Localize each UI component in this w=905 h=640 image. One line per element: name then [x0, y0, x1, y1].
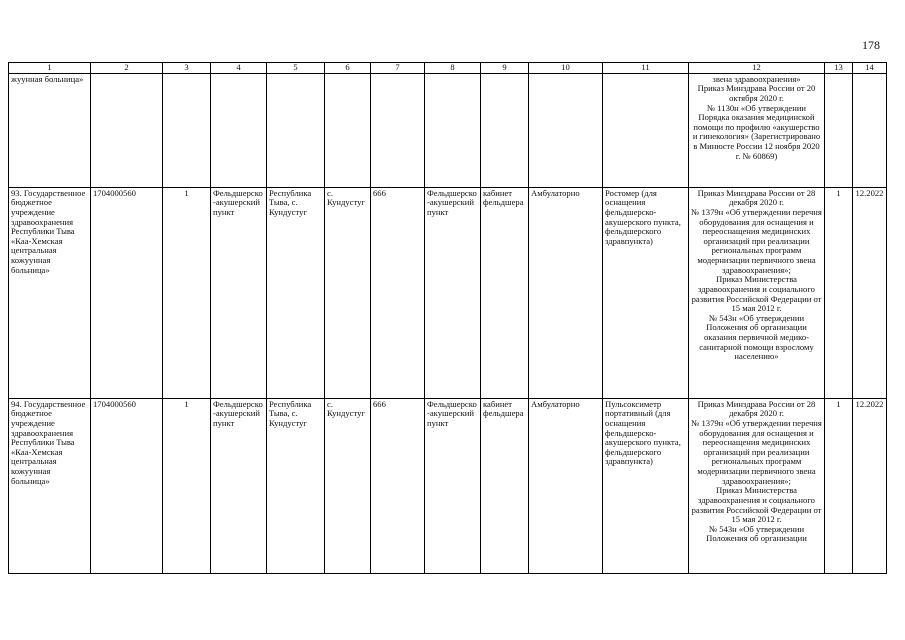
address-cell [267, 73, 325, 187]
code-cell [91, 73, 163, 187]
count-cell: 1 [163, 398, 211, 573]
organization-cell: жуунная больница» [9, 73, 91, 187]
organization-cell: 94. Государственное бюджетное учреждение здравоохранения Республики Тыва «Каа-Хемская центральная кожуунная больница» [9, 398, 91, 573]
room-cell: кабинет фельдшера [481, 398, 529, 573]
column-header: 6 [325, 63, 371, 74]
count-cell: 1 [163, 187, 211, 398]
locality-cell [325, 73, 371, 187]
column-header: 13 [825, 63, 853, 74]
equipment-cell: Пульсоксиметр портативный (для оснащения фельдшерско-акушерского пункта, фельдшерского здравпункта) [603, 398, 689, 573]
column-header: 9 [481, 63, 529, 74]
column-header: 8 [425, 63, 481, 74]
regulation-cell: Приказ Минздрава России от 28 декабря 2020 г. № 1379н «Об утверждении перечня оборудования для оснащения и переоснащения медицинских организаций при реализации региональных программ модернизации первичного звена здравоохранения»; Приказ Министерства здравоохранения и социального развития Российской Федерации от 15 мая 2012 г. № 543н «Об утверждении Положения об организации [689, 398, 825, 573]
column-header: 12 [689, 63, 825, 74]
room-cell: кабинет фельдшера [481, 187, 529, 398]
equipment-cell: Ростомер (для оснащения фельдшерско-акушерского пункта, фельдшерского здравпункта) [603, 187, 689, 398]
unit-type-cell: Фельдшерско-акушерский пункт [211, 187, 267, 398]
code-666-cell: 666 [371, 398, 425, 573]
column-header: 10 [529, 63, 603, 74]
address-cell: Республика Тыва, с. Кундустуг [267, 187, 325, 398]
date-cell: 12.2022 [853, 398, 887, 573]
unit-type-cell: Фельдшерско-акушерский пункт [211, 398, 267, 573]
division-cell: Фельдшерско-акушерский пункт [425, 187, 481, 398]
regulation-cell: Приказ Минздрава России от 28 декабря 2020 г. № 1379н «Об утверждении перечня оборудования для оснащения и переоснащения медицинских организаций при реализации региональных программ модернизации первичного звена здравоохранения»; Приказ Министерства здравоохранения и социального развития Российской Федерации от 15 мая 2012 г. № 543н «Об утверждении Положения об организации оказания первичной медико-санитарной помощи взрослому населению» [689, 187, 825, 398]
column-header: 1 [9, 63, 91, 74]
division-cell: Фельдшерско-акушерский пункт [425, 398, 481, 573]
locality-cell: с. Кундустуг [325, 398, 371, 573]
care-type-cell: Амбулаторно [529, 398, 603, 573]
code-cell: 1704000560 [91, 398, 163, 573]
count-cell [163, 73, 211, 187]
division-cell [425, 73, 481, 187]
care-type-cell [529, 73, 603, 187]
column-header: 11 [603, 63, 689, 74]
care-type-cell: Амбулаторно [529, 187, 603, 398]
equipment-table [8, 62, 887, 574]
unit-type-cell [211, 73, 267, 187]
address-cell: Республика Тыва, с. Кундустуг [267, 398, 325, 573]
column-header: 3 [163, 63, 211, 74]
quantity-cell: 1 [825, 187, 853, 398]
table-row [9, 187, 887, 398]
locality-cell: с. Кундустуг [325, 187, 371, 398]
equipment-cell [603, 73, 689, 187]
column-header: 7 [371, 63, 425, 74]
code-666-cell: 666 [371, 187, 425, 398]
quantity-cell [825, 73, 853, 187]
column-number-row [9, 63, 887, 74]
code-666-cell [371, 73, 425, 187]
column-header: 2 [91, 63, 163, 74]
room-cell [481, 73, 529, 187]
regulation-cell: звена здравоохранения» Приказ Минздрава России от 20 октября 2020 г. № 1130н «Об утверждении Порядка оказания медицинской помощи по профилю «акушерство и гинекология» (Зарегистрировано в Минюсте России 12 ноября 2020 г. № 60869) [689, 73, 825, 187]
table-row [9, 73, 887, 187]
date-cell: 12.2022 [853, 187, 887, 398]
code-cell: 1704000560 [91, 187, 163, 398]
column-header: 4 [211, 63, 267, 74]
table-row [9, 398, 887, 573]
column-header: 5 [267, 63, 325, 74]
column-header: 14 [853, 63, 887, 74]
date-cell [853, 73, 887, 187]
organization-cell: 93. Государственное бюджетное учреждение здравоохранения Республики Тыва «Каа-Хемская центральная кожуунная больница» [9, 187, 91, 398]
quantity-cell: 1 [825, 398, 853, 573]
page-number: 178 [862, 38, 880, 52]
